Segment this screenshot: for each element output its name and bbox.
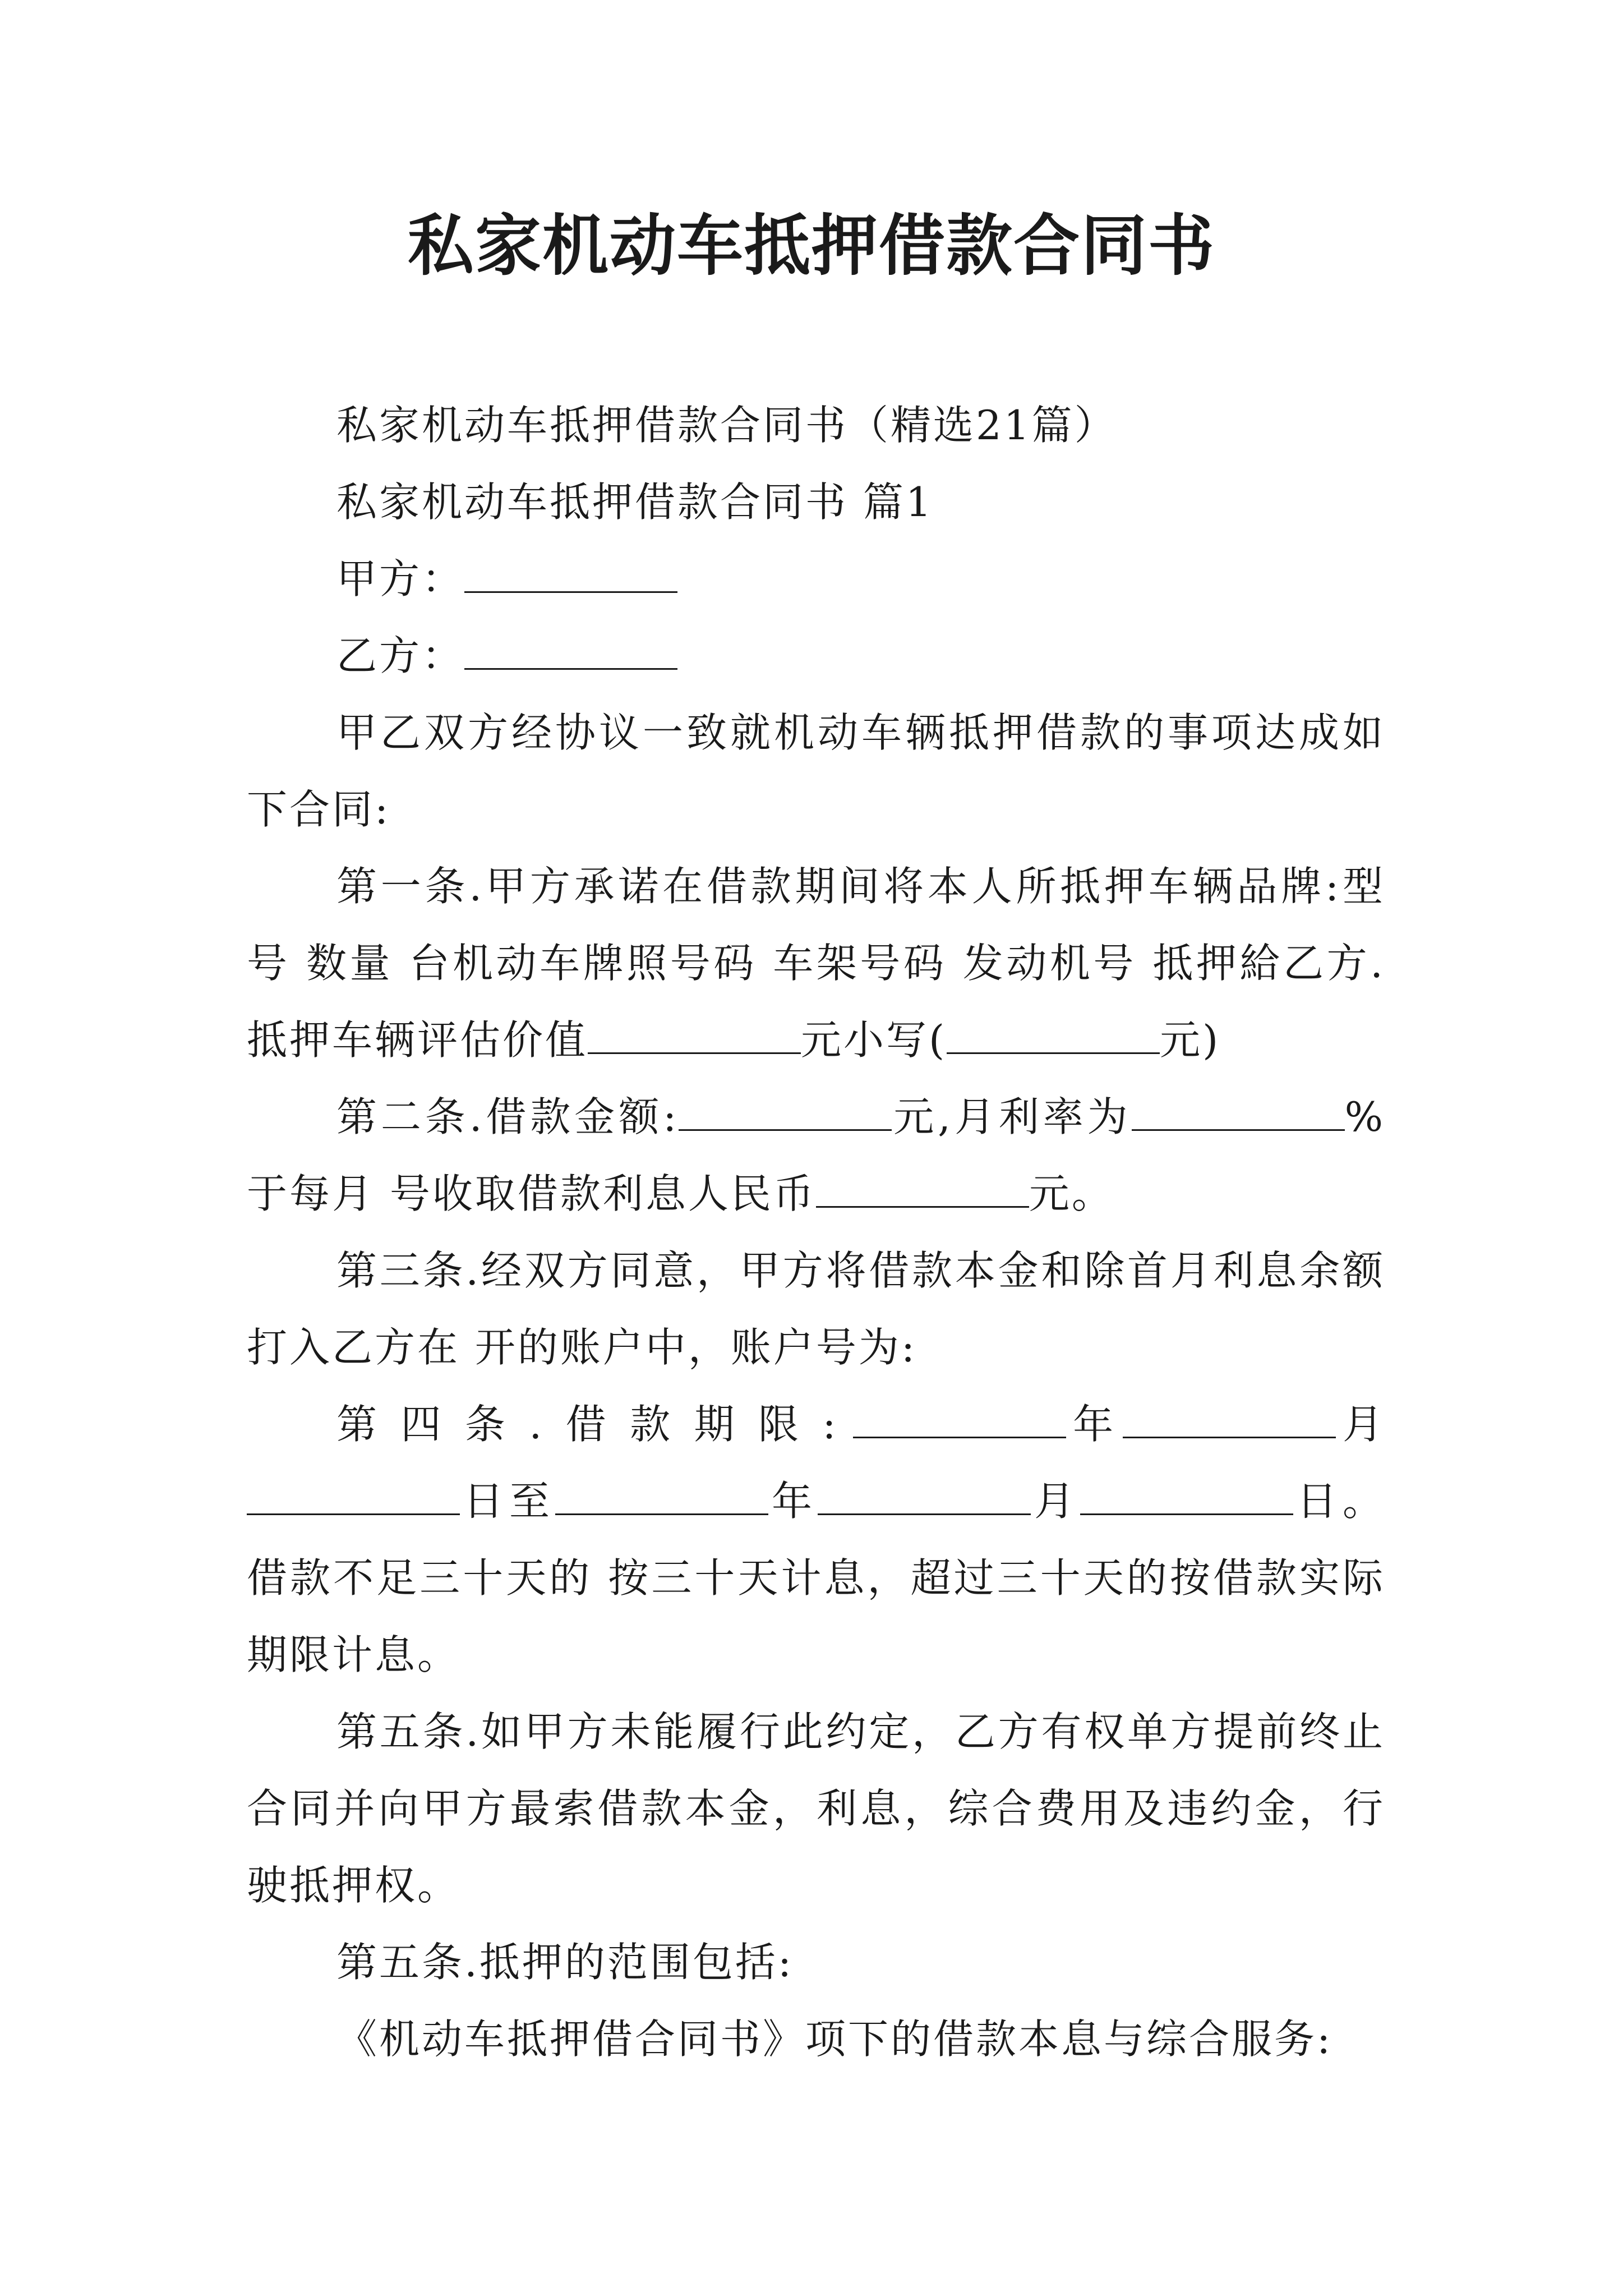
article-5b-detail: 《机动车抵押借合同书》项下的借款本息与综合服务: [336, 2016, 1333, 2063]
subtitle: 私家机动车抵押借款合同书（精选21篇） [336, 402, 1117, 449]
blank-appraised-value-numeric [947, 1019, 1160, 1054]
article-2-text-2: 元,月利率为 [892, 1093, 1132, 1140]
article-4 [247, 1386, 1385, 1694]
party-b-line [247, 618, 1385, 694]
article-1-text: 第一条.甲方承诺在借款期间将本人所抵押车辆品牌:型号 数量 台机动车牌照号码 车架号码 发动机号 抵押給乙方.抵押车辆评估价值 [247, 863, 1385, 1064]
party-b-label: 乙方： [336, 632, 465, 679]
blank-appraised-value [588, 1019, 801, 1054]
blank-interest-rate [1132, 1096, 1345, 1131]
article-4-year: 年 [1066, 1401, 1123, 1448]
article-4-month-2: 月 [1030, 1478, 1080, 1525]
blank-start-day [247, 1480, 460, 1515]
document-title: 私家机动车抵押借款合同书 [407, 206, 1215, 284]
blank-end-year [555, 1480, 768, 1515]
blank-start-month [1123, 1403, 1336, 1438]
article-5b: 第五条.抵押的范围包括: [336, 1939, 794, 1986]
blank-end-month [818, 1480, 1031, 1515]
party-a-blank [464, 558, 677, 593]
party-a-label: 甲方： [336, 555, 465, 602]
article-1-text-3: 元) [1160, 1016, 1221, 1064]
article-4-to: 日至 [460, 1478, 555, 1525]
blank-loan-amount [679, 1096, 892, 1131]
article-4-day-end: 日。 [1293, 1478, 1385, 1525]
article-1 [247, 848, 1385, 1079]
article-2-text-3: %于每月 号收取借款利息人民币 [247, 1093, 1385, 1217]
article-4-text-2: 借款不足三十天的 按三十天计息，超过三十天的按借款实际期限计息。 [247, 1554, 1385, 1678]
article-2-text: 第二条.借款金额: [336, 1093, 679, 1140]
article-2 [247, 1079, 1385, 1232]
intro-paragraph: 甲乙双方经协议一致就机动车辆抵押借款的事项达成如下合同: [247, 709, 1385, 833]
article-4-text: 第四条.借款期限: [336, 1401, 853, 1448]
article-4-month: 月 [1335, 1401, 1385, 1448]
article-4-year-2: 年 [768, 1478, 818, 1525]
blank-interest-amount [816, 1172, 1029, 1208]
document-body [247, 387, 1385, 2078]
party-b-blank [464, 634, 677, 670]
article-3: 第三条.经双方同意，甲方将借款本金和除首月利息余额打入乙方在 开的账户中，账户号为: [247, 1247, 1385, 1371]
blank-start-year [853, 1403, 1066, 1438]
chapter-heading: 私家机动车抵押借款合同书 篇1 [336, 478, 934, 526]
blank-end-day [1080, 1480, 1293, 1515]
article-2-text-4: 元。 [1029, 1170, 1114, 1217]
party-a-line [247, 541, 1385, 618]
article-5: 第五条.如甲方未能履行此约定，乙方有权单方提前终止合同并向甲方最索借款本金，利息，综合费用及违约金，行驶抵押权。 [247, 1708, 1385, 1909]
article-1-text-2: 元小写( [801, 1016, 947, 1064]
